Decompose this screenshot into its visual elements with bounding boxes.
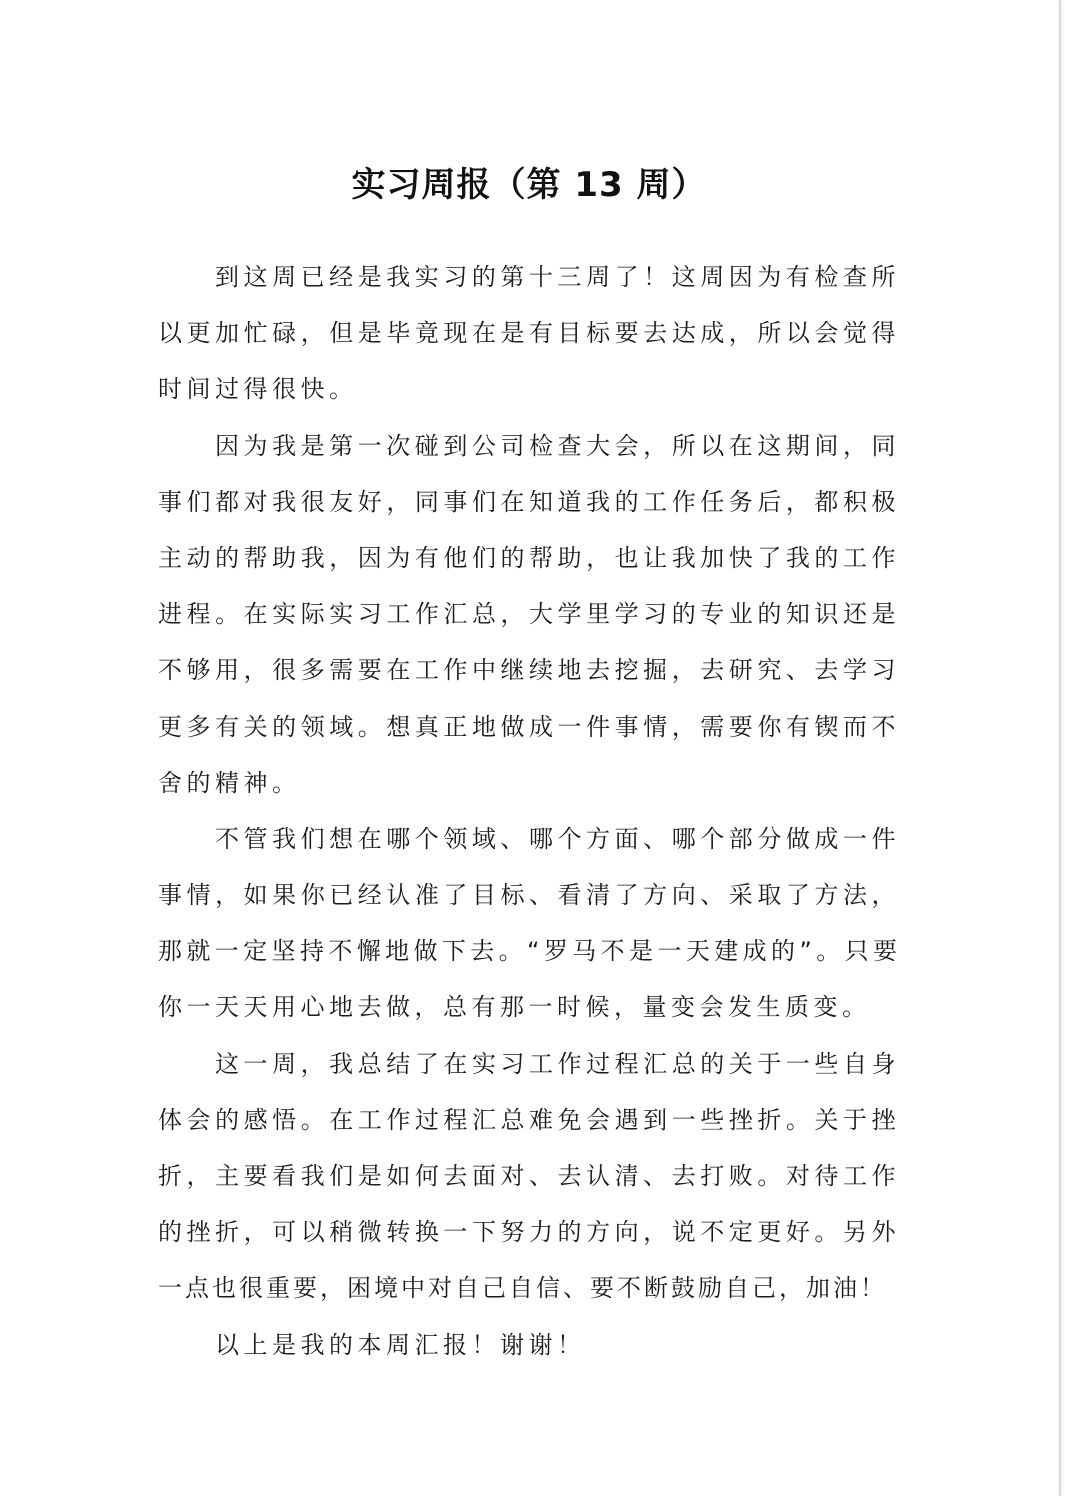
paragraph-line: 不管我们想在哪个领域、哪个方面、哪个部分做成一件 (215, 824, 900, 853)
paragraph-line: 以更加忙碌，但是毕竟现在是有目标要去达成，所以会觉得 (158, 319, 900, 348)
paragraph-line: 时间过得很快。 (158, 375, 358, 404)
paragraph-line: 更多有关的领域。想真正地做成一件事情，需要你有锲而不 (158, 712, 900, 741)
paragraph-line: 体会的感悟。在工作过程汇总难免会遇到一些挫折。关于挫 (158, 1105, 900, 1134)
paragraph-line: 折，主要看我们是如何去面对、去认清、去打败。对待工作 (158, 1162, 900, 1190)
paragraph-line: 到这周已经是我实习的第十三周了！这周因为有检查所 (215, 263, 900, 291)
paragraph-line: 事们都对我很友好，同事们在知道我的工作任务后，都积极 (158, 487, 900, 516)
document-title: 实习周报（第 13 周） (351, 165, 707, 205)
paragraph-2 (158, 418, 900, 811)
paragraph-line: 进程。在实际实习工作汇总，大学里学习的专业的知识还是 (158, 600, 900, 629)
paragraph-line: 一点也很重要，困境中对自己自信、要不断鼓励自己，加油！ (158, 1274, 887, 1303)
paragraph-line: 你一天天用心地去做，总有那一时候，量变会发生质变。 (158, 993, 871, 1022)
paragraph-1 (158, 249, 900, 418)
paragraph-line: 事情，如果你已经认准了目标、看清了方向、采取了方法， (158, 881, 900, 910)
paragraph-line: 这一周，我总结了在实习工作过程汇总的关于一些自身 (215, 1049, 900, 1078)
paragraph-line: 不够用，很多需要在工作中继续地去挖掘，去研究、去学习 (158, 656, 900, 685)
paragraph-line: 的挫折，可以稍微转换一下努力的方向，说不定更好。另外 (158, 1218, 900, 1247)
paragraph-3 (158, 811, 900, 1036)
paragraph-5 (158, 1317, 900, 1373)
document-body (158, 249, 900, 1373)
paragraph-line: 因为我是第一次碰到公司检查大会，所以在这期间，同 (215, 431, 900, 460)
paragraph-line: 那就一定坚持不懈地做下去。“罗马不是一天建成的”。只要 (158, 937, 900, 966)
page-edge-divider (1059, 0, 1061, 1496)
paragraph-line: 舍的精神。 (158, 768, 301, 797)
paragraph-line: 主动的帮助我，因为有他们的帮助，也让我加快了我的工作 (158, 543, 900, 572)
paragraph-4 (158, 1036, 900, 1317)
paragraph-line: 以上是我的本周汇报！谢谢！ (215, 1330, 586, 1359)
